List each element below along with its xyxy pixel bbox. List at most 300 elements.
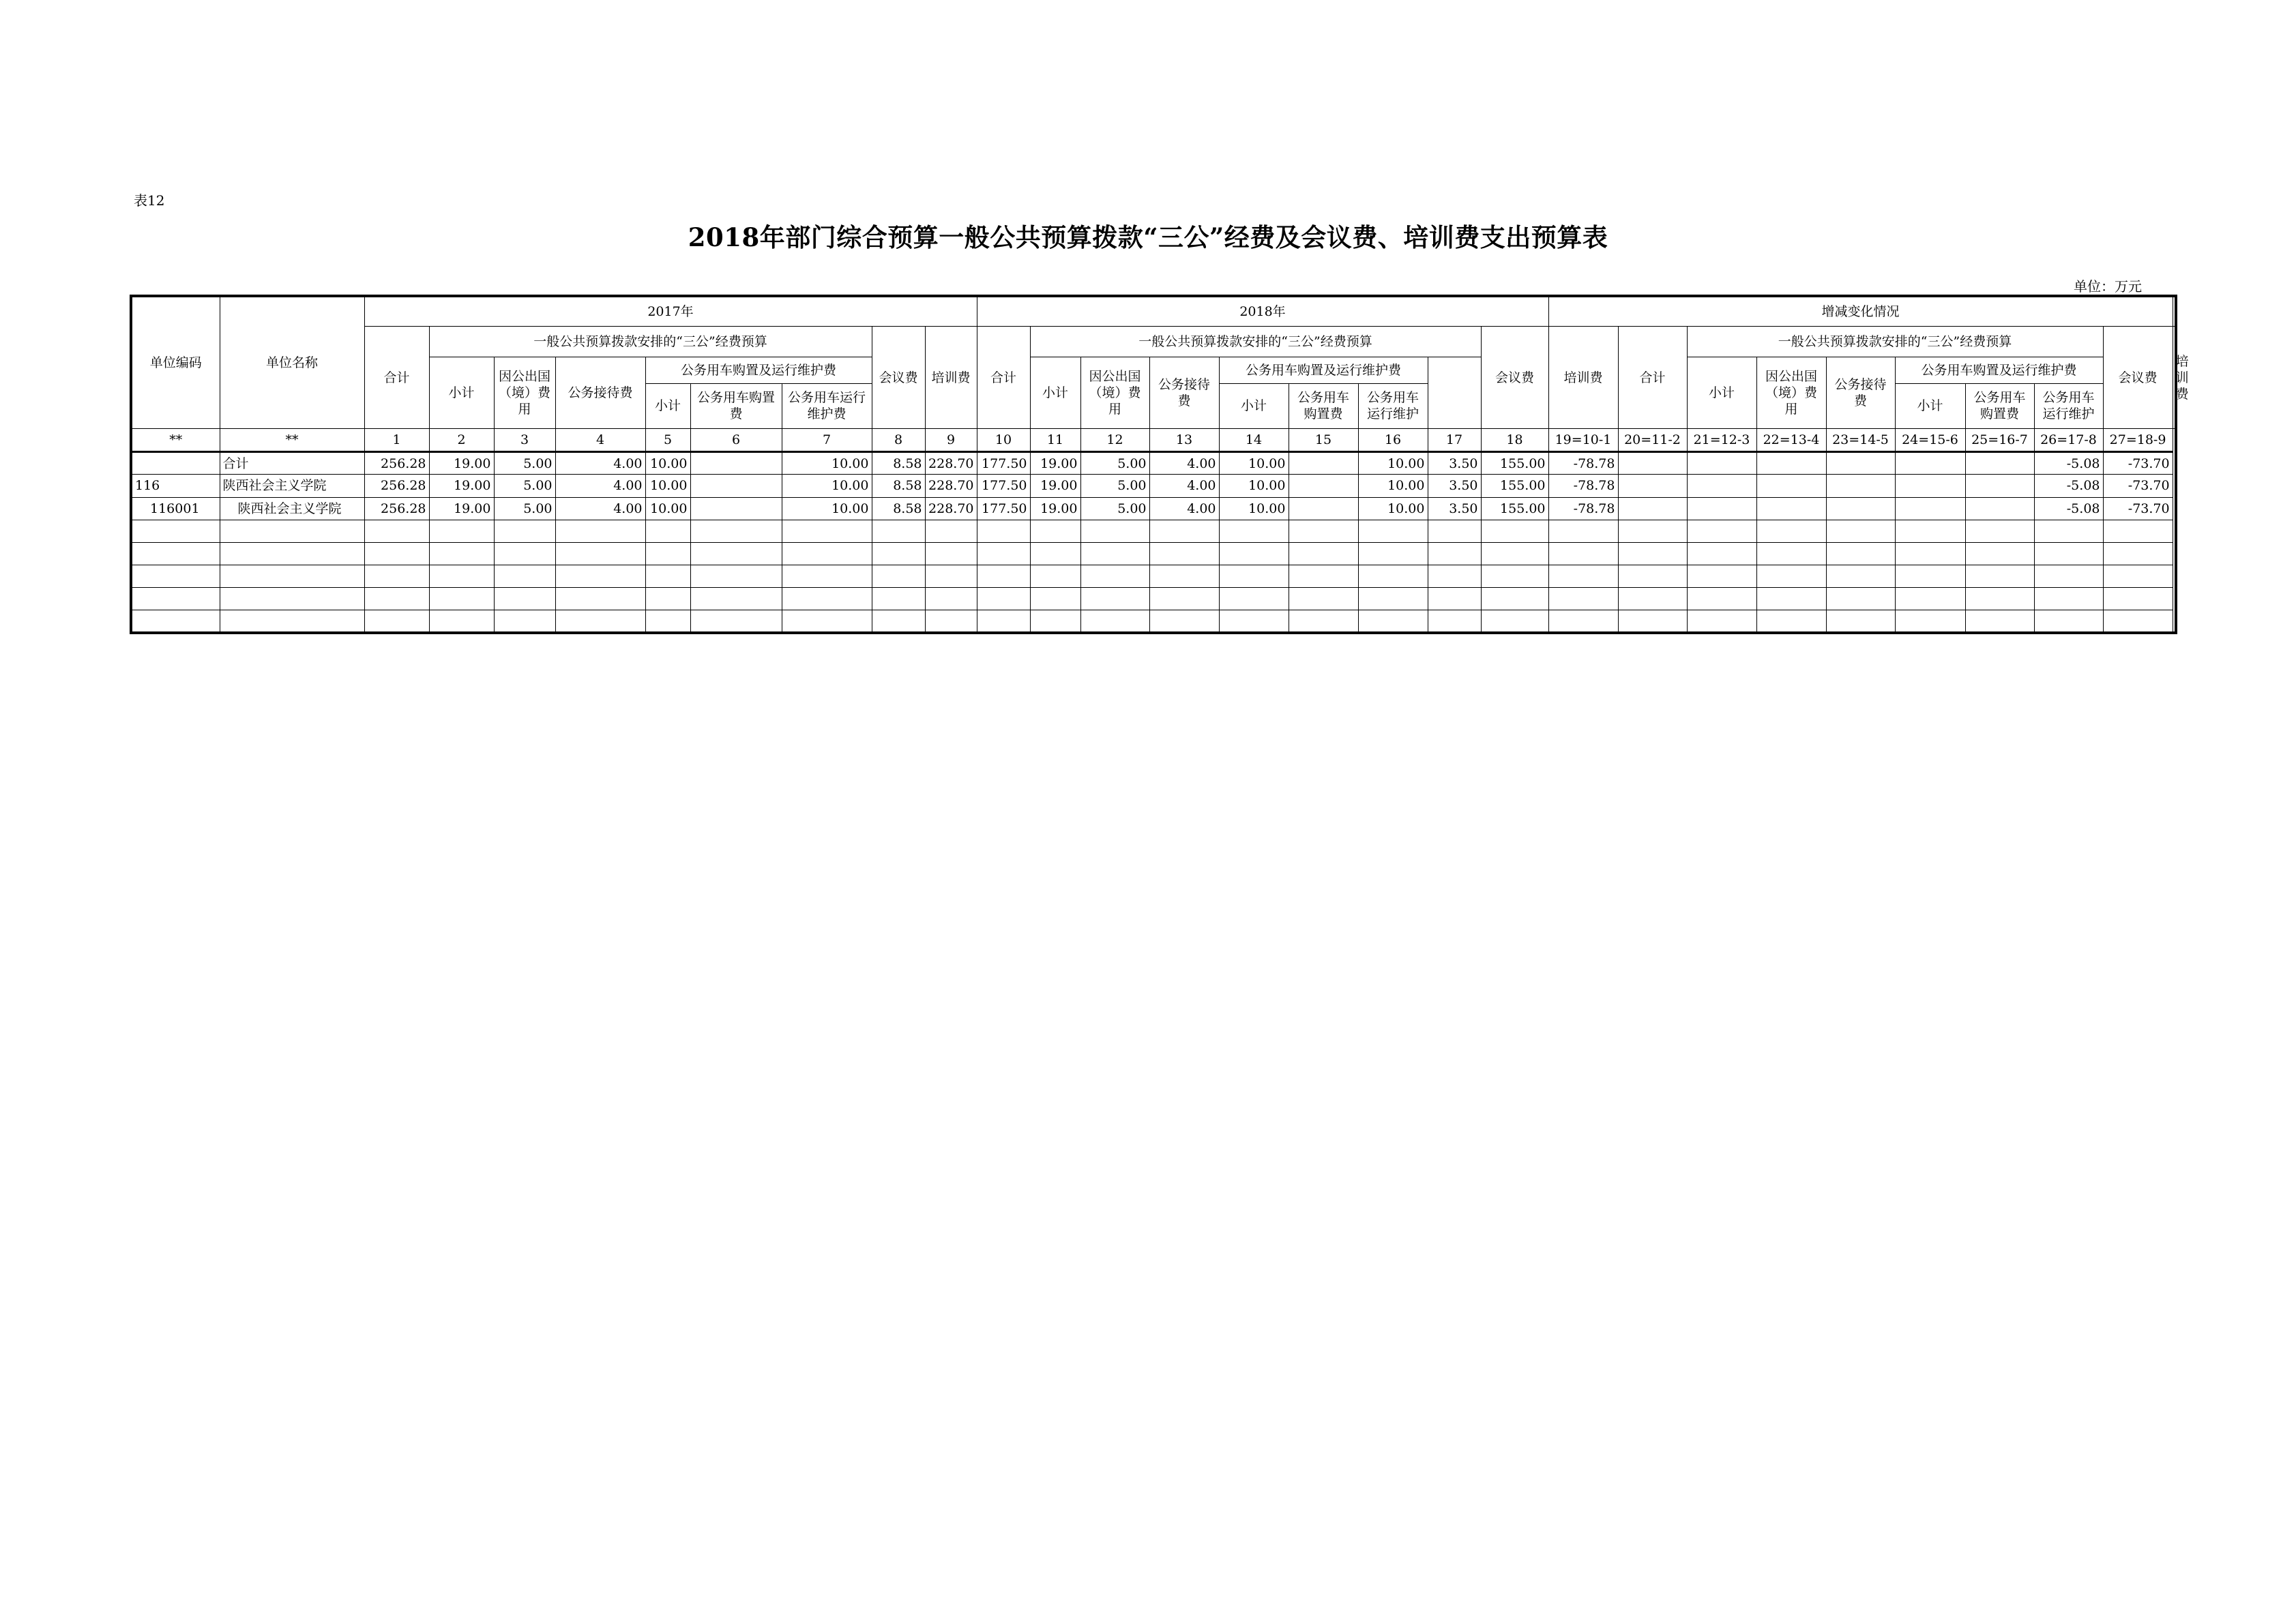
- cell-empty: [977, 565, 1030, 587]
- column-number: 13: [1149, 429, 1219, 452]
- cell-value: [690, 475, 782, 497]
- cell-empty: [925, 565, 977, 587]
- cell-empty: [645, 588, 690, 610]
- cell-empty: [1965, 565, 2034, 587]
- header-2018-reception: 公务接待费: [1149, 357, 1219, 429]
- cell-value: 177.50: [977, 497, 1030, 520]
- header-2018-vehicle: 公务用车购置及运行维护费: [1219, 357, 1428, 383]
- cell-empty: [494, 610, 555, 633]
- cell-empty: [1481, 542, 1548, 565]
- page-title: 2018年部门综合预算一般公共预算拨款“三公”经费及会议费、培训费支出预算表: [688, 222, 1608, 252]
- cell-empty: [2103, 610, 2173, 633]
- column-number: 1: [364, 429, 429, 452]
- header-2018-abroad: 因公出国（境）费用: [1080, 357, 1149, 429]
- cell-value: 4.00: [1149, 497, 1219, 520]
- cell-value: 4.00: [1149, 452, 1219, 475]
- cell-empty: [1895, 520, 1965, 542]
- cell-value: 10.00: [782, 452, 872, 475]
- cell-empty: [1030, 542, 1080, 565]
- column-number: 19=10-1: [1548, 429, 1618, 452]
- header-2017-meeting: 会议费: [872, 327, 925, 429]
- cell-empty: [690, 610, 782, 633]
- cell-value: 10.00: [1358, 475, 1428, 497]
- cell-empty: [1756, 542, 1826, 565]
- cell-empty: [645, 610, 690, 633]
- cell-empty: [555, 588, 645, 610]
- column-number: 5: [645, 429, 690, 452]
- column-number: 25=16-7: [1965, 429, 2034, 452]
- cell-empty: [1618, 610, 1687, 633]
- header-2018-meeting: 会议费: [1481, 327, 1548, 429]
- cell-value: 3.50: [1428, 475, 1481, 497]
- cell-empty: [494, 588, 555, 610]
- column-number: 6: [690, 429, 782, 452]
- cell-empty: [1481, 588, 1548, 610]
- cell-empty: [1289, 542, 1358, 565]
- cell-value: [1826, 475, 1895, 497]
- cell-empty: [1895, 565, 1965, 587]
- cell-empty: [1548, 565, 1618, 587]
- cell-empty: [220, 520, 364, 542]
- cell-value: -5.08: [2034, 497, 2103, 520]
- cell-unit-code: [131, 452, 220, 475]
- cell-value: [1895, 497, 1965, 520]
- cell-value: 10.00: [1219, 475, 1289, 497]
- cell-value: 10.00: [1219, 452, 1289, 475]
- cell-empty: [555, 565, 645, 587]
- header-2017-subtotal: 小计: [429, 357, 494, 429]
- cell-empty: [2103, 520, 2173, 542]
- header-2017-vehicle-subtotal: 小计: [645, 383, 690, 428]
- header-2017: 2017年: [364, 296, 977, 327]
- cell-empty: [1618, 520, 1687, 542]
- table-row-empty: [131, 588, 2176, 610]
- column-number: 22=13-4: [1756, 429, 1826, 452]
- unit-label: 单位：万元: [2074, 278, 2142, 295]
- cell-value: 10.00: [645, 497, 690, 520]
- cell-empty: [1080, 565, 1149, 587]
- cell-value: -73.70: [2103, 475, 2173, 497]
- cell-empty: [977, 610, 1030, 633]
- table-row-total: [131, 452, 2176, 475]
- column-number: 21=12-3: [1687, 429, 1756, 452]
- cell-empty: [925, 588, 977, 610]
- cell-value: 4.00: [555, 475, 645, 497]
- cell-value: 19.00: [429, 452, 494, 475]
- cell-value: 10.00: [782, 497, 872, 520]
- cell-empty: [429, 565, 494, 587]
- cell-unit-code: 116001: [131, 497, 220, 520]
- cell-empty: [494, 520, 555, 542]
- cell-empty: [690, 565, 782, 587]
- cell-value: [1756, 452, 1826, 475]
- cell-value: 10.00: [1219, 497, 1289, 520]
- cell-empty: [131, 610, 220, 633]
- cell-empty: [220, 565, 364, 587]
- cell-value: 19.00: [429, 497, 494, 520]
- cell-value: 5.00: [494, 452, 555, 475]
- header-change-reception: 公务接待费: [1826, 357, 1895, 429]
- cell-value: -78.78: [1548, 452, 1618, 475]
- header-unit-name: 单位名称: [220, 296, 364, 429]
- header-2018-sangong: 一般公共预算拨款安排的“三公”经费预算: [1030, 327, 1481, 357]
- cell-empty: [494, 565, 555, 587]
- header-change-sangong: 一般公共预算拨款安排的“三公”经费预算: [1687, 327, 2103, 357]
- table-row-116001: [131, 497, 2176, 520]
- column-number: 8: [872, 429, 925, 452]
- cell-empty: [364, 520, 429, 542]
- cell-value: -73.70: [2103, 452, 2173, 475]
- cell-empty: [429, 542, 494, 565]
- table-row-empty: [131, 610, 2176, 633]
- header-change-meeting: 会议费: [2103, 327, 2173, 429]
- cell-value: -5.08: [2034, 452, 2103, 475]
- cell-value: [1618, 497, 1687, 520]
- cell-empty: [782, 610, 872, 633]
- cell-unit-name: 合计: [220, 452, 364, 475]
- cell-empty: [131, 542, 220, 565]
- header-2017-training: 培训费: [925, 327, 977, 429]
- cell-value: 19.00: [1030, 497, 1080, 520]
- cell-empty: [1618, 565, 1687, 587]
- budget-table: [130, 295, 2189, 634]
- cell-empty: [977, 520, 1030, 542]
- cell-empty: [1289, 588, 1358, 610]
- cell-value: 155.00: [1481, 497, 1548, 520]
- cell-empty: [1219, 520, 1289, 542]
- cell-empty: [1618, 588, 1687, 610]
- column-number: 7: [782, 429, 872, 452]
- cell-empty: [1965, 610, 2034, 633]
- cell-empty: [782, 588, 872, 610]
- header-2017-vehicle: 公务用车购置及运行维护费: [645, 357, 872, 383]
- cell-value: -5.08: [2034, 475, 2103, 497]
- column-number: 27=18-9: [2103, 429, 2173, 452]
- cell-value: 8.58: [872, 475, 925, 497]
- cell-empty: [1548, 542, 1618, 565]
- cell-value: [690, 452, 782, 475]
- cell-empty: [364, 542, 429, 565]
- header-change-vehicle-run: 公务用车运行维护: [2034, 383, 2103, 428]
- header-2017-total: 合计: [364, 327, 429, 429]
- header-2018-vehicle-subtotal: 小计: [1219, 383, 1289, 428]
- cell-empty: [690, 588, 782, 610]
- cell-value: 256.28: [364, 452, 429, 475]
- cell-value: [1687, 452, 1756, 475]
- cell-value: [1756, 475, 1826, 497]
- cell-empty: [1219, 588, 1289, 610]
- cell-empty: [220, 588, 364, 610]
- cell-empty: [2103, 542, 2173, 565]
- cell-empty: [1826, 565, 1895, 587]
- cell-empty: [2034, 542, 2103, 565]
- cell-empty: [1481, 565, 1548, 587]
- cell-empty: [925, 542, 977, 565]
- cell-empty: [220, 542, 364, 565]
- column-number: **: [220, 429, 364, 452]
- cell-empty: [925, 610, 977, 633]
- header-2017-sangong: 一般公共预算拨款安排的“三公”经费预算: [429, 327, 872, 357]
- cell-empty: [1618, 542, 1687, 565]
- cell-empty: [1428, 542, 1481, 565]
- cell-value: [1618, 475, 1687, 497]
- table-row-empty: [131, 542, 2176, 565]
- cell-empty: [1080, 610, 1149, 633]
- header-row-years: [131, 296, 2176, 327]
- header-change-vehicle-buy: 公务用车购置费: [1965, 383, 2034, 428]
- cell-empty: [1358, 610, 1428, 633]
- cell-unit-name: 陕西社会主义学院: [220, 497, 364, 520]
- column-number: 18: [1481, 429, 1548, 452]
- cell-empty: [131, 520, 220, 542]
- cell-empty: [1826, 520, 1895, 542]
- table-row-empty: [131, 565, 2176, 587]
- cell-empty: [131, 588, 220, 610]
- cell-empty: [1358, 542, 1428, 565]
- header-change-vehicle: 公务用车购置及运行维护费: [1895, 357, 2103, 383]
- cell-value: 19.00: [429, 475, 494, 497]
- cell-empty: [872, 588, 925, 610]
- header-2018: 2018年: [977, 296, 1548, 327]
- cell-empty: [2103, 588, 2173, 610]
- cell-empty: [2103, 565, 2173, 587]
- cell-value: 10.00: [1358, 497, 1428, 520]
- cell-empty: [1358, 565, 1428, 587]
- cell-empty: [555, 610, 645, 633]
- cell-empty: [872, 565, 925, 587]
- cell-value: [1289, 452, 1358, 475]
- cell-empty: [1895, 610, 1965, 633]
- cell-value: [1289, 475, 1358, 497]
- header-change-training: 培训费: [2173, 327, 2176, 429]
- column-number: 11: [1030, 429, 1080, 452]
- cell-empty: [1358, 588, 1428, 610]
- cell-empty: [1030, 588, 1080, 610]
- header-change-vehicle-subtotal: 小计: [1895, 383, 1965, 428]
- cell-empty: [2034, 610, 2103, 633]
- cell-empty: [494, 542, 555, 565]
- cell-empty: [872, 542, 925, 565]
- cell-empty: [1289, 520, 1358, 542]
- column-number: **: [131, 429, 220, 452]
- cell-empty: [1428, 565, 1481, 587]
- cell-empty: [872, 520, 925, 542]
- header-change: 增减变化情况: [1548, 296, 2173, 327]
- cell-empty: [1030, 610, 1080, 633]
- cell-empty: [2034, 588, 2103, 610]
- header-2018-training: 培训费: [1548, 327, 1618, 429]
- column-number: 23=14-5: [1826, 429, 1895, 452]
- cell-empty: [429, 520, 494, 542]
- cell-empty: [1149, 520, 1219, 542]
- cell-empty: [782, 520, 872, 542]
- header-2018-total: 合计: [977, 327, 1030, 429]
- cell-value: 228.70: [925, 497, 977, 520]
- table-label: 表12: [134, 192, 165, 209]
- column-number: 26=17-8: [2034, 429, 2103, 452]
- header-unit-code: 单位编码: [131, 296, 220, 429]
- cell-empty: [1030, 565, 1080, 587]
- cell-empty: [1687, 565, 1756, 587]
- cell-empty: [1756, 610, 1826, 633]
- cell-value: 19.00: [1030, 452, 1080, 475]
- cell-empty: [1548, 588, 1618, 610]
- cell-value: -73.70: [2103, 497, 2173, 520]
- cell-value: [1895, 475, 1965, 497]
- cell-empty: [1481, 520, 1548, 542]
- cell-empty: [1428, 520, 1481, 542]
- cell-empty: [555, 542, 645, 565]
- column-number: 24=15-6: [1895, 429, 1965, 452]
- cell-empty: [364, 565, 429, 587]
- table-row-116: [131, 475, 2176, 497]
- cell-empty: [2034, 565, 2103, 587]
- cell-empty: [1548, 610, 1618, 633]
- cell-value: [1289, 497, 1358, 520]
- header-2018-vehicle-run: 公务用车运行维护: [1358, 383, 1428, 428]
- cell-value: [1965, 475, 2034, 497]
- cell-empty: [1895, 588, 1965, 610]
- cell-value: [1826, 497, 1895, 520]
- cell-value: 5.00: [1080, 452, 1149, 475]
- cell-empty: [1965, 588, 2034, 610]
- cell-empty: [645, 542, 690, 565]
- cell-empty: [1080, 542, 1149, 565]
- cell-value: 3.50: [1428, 452, 1481, 475]
- cell-value: [1687, 497, 1756, 520]
- cell-empty: [690, 542, 782, 565]
- cell-empty: [690, 520, 782, 542]
- column-number: 12: [1080, 429, 1149, 452]
- column-number: 15: [1289, 429, 1358, 452]
- cell-value: 228.70: [925, 452, 977, 475]
- column-number: 14: [1219, 429, 1289, 452]
- cell-value: 177.50: [977, 475, 1030, 497]
- cell-empty: [131, 565, 220, 587]
- cell-empty: [1358, 520, 1428, 542]
- header-2018-blank: [1428, 357, 1481, 429]
- cell-value: [1965, 497, 2034, 520]
- cell-empty: [1219, 542, 1289, 565]
- cell-empty: [1080, 520, 1149, 542]
- cell-empty: [1080, 588, 1149, 610]
- cell-value: 10.00: [645, 452, 690, 475]
- cell-empty: [1687, 542, 1756, 565]
- column-number: 3: [494, 429, 555, 452]
- cell-empty: [782, 542, 872, 565]
- cell-value: 8.58: [872, 452, 925, 475]
- column-number: 9: [925, 429, 977, 452]
- header-2018-subtotal: 小计: [1030, 357, 1080, 429]
- cell-empty: [1687, 520, 1756, 542]
- cell-empty: [1149, 565, 1219, 587]
- cell-empty: [1756, 520, 1826, 542]
- cell-empty: [1895, 542, 1965, 565]
- cell-empty: [1965, 520, 2034, 542]
- cell-empty: [1481, 610, 1548, 633]
- table-row-empty: [131, 520, 2176, 542]
- cell-empty: [977, 588, 1030, 610]
- column-number: 10: [977, 429, 1030, 452]
- cell-empty: [429, 610, 494, 633]
- cell-empty: [364, 610, 429, 633]
- cell-value: 256.28: [364, 497, 429, 520]
- cell-value: 155.00: [1481, 475, 1548, 497]
- cell-empty: [645, 520, 690, 542]
- cell-value: 177.50: [977, 452, 1030, 475]
- cell-value: -78.78: [1548, 497, 1618, 520]
- cell-empty: [1219, 565, 1289, 587]
- cell-value: 5.00: [1080, 497, 1149, 520]
- cell-empty: [1548, 520, 1618, 542]
- cell-value: 155.00: [1481, 452, 1548, 475]
- cell-value: 256.28: [364, 475, 429, 497]
- cell-value: [1895, 452, 1965, 475]
- cell-empty: [1826, 542, 1895, 565]
- cell-empty: [1219, 610, 1289, 633]
- cell-empty: [977, 542, 1030, 565]
- column-number-row: [131, 429, 2176, 452]
- cell-value: 228.70: [925, 475, 977, 497]
- cell-empty: [1149, 542, 1219, 565]
- cell-empty: [1289, 610, 1358, 633]
- cell-value: [1687, 475, 1756, 497]
- cell-value: [690, 497, 782, 520]
- cell-value: 10.00: [1358, 452, 1428, 475]
- cell-value: 10.00: [645, 475, 690, 497]
- cell-empty: [1149, 610, 1219, 633]
- header-row-sub: [131, 357, 2176, 383]
- cell-value: [1756, 497, 1826, 520]
- cell-value: [1965, 452, 2034, 475]
- cell-empty: [1756, 565, 1826, 587]
- cell-value: 4.00: [1149, 475, 1219, 497]
- header-2017-abroad: 因公出国（境）费用: [494, 357, 555, 429]
- column-number: 4: [555, 429, 645, 452]
- cell-value: 5.00: [1080, 475, 1149, 497]
- header-row-groups: [131, 327, 2176, 357]
- header-change-abroad: 因公出国（境）费用: [1756, 357, 1826, 429]
- cell-empty: [1965, 542, 2034, 565]
- cell-empty: [429, 588, 494, 610]
- cell-empty: [2034, 520, 2103, 542]
- header-2017-vehicle-run: 公务用车运行维护费: [782, 383, 872, 428]
- cell-value: -78.78: [1548, 475, 1618, 497]
- cell-empty: [1428, 588, 1481, 610]
- cell-empty: [364, 588, 429, 610]
- cell-empty: [1428, 610, 1481, 633]
- cell-value: 5.00: [494, 497, 555, 520]
- cell-value: 3.50: [1428, 497, 1481, 520]
- cell-empty: [220, 610, 364, 633]
- cell-empty: [872, 610, 925, 633]
- header-2018-vehicle-buy: 公务用车购置费: [1289, 383, 1358, 428]
- cell-value: 8.58: [872, 497, 925, 520]
- cell-value: 10.00: [782, 475, 872, 497]
- cell-value: [1618, 452, 1687, 475]
- cell-value: 5.00: [494, 475, 555, 497]
- cell-value: 4.00: [555, 452, 645, 475]
- cell-empty: [1030, 520, 1080, 542]
- cell-empty: [555, 520, 645, 542]
- cell-unit-code: 116: [131, 475, 220, 497]
- cell-empty: [1687, 588, 1756, 610]
- cell-value: 19.00: [1030, 475, 1080, 497]
- column-number: 17: [1428, 429, 1481, 452]
- cell-empty: [782, 565, 872, 587]
- cell-empty: [1756, 588, 1826, 610]
- cell-empty: [1687, 610, 1756, 633]
